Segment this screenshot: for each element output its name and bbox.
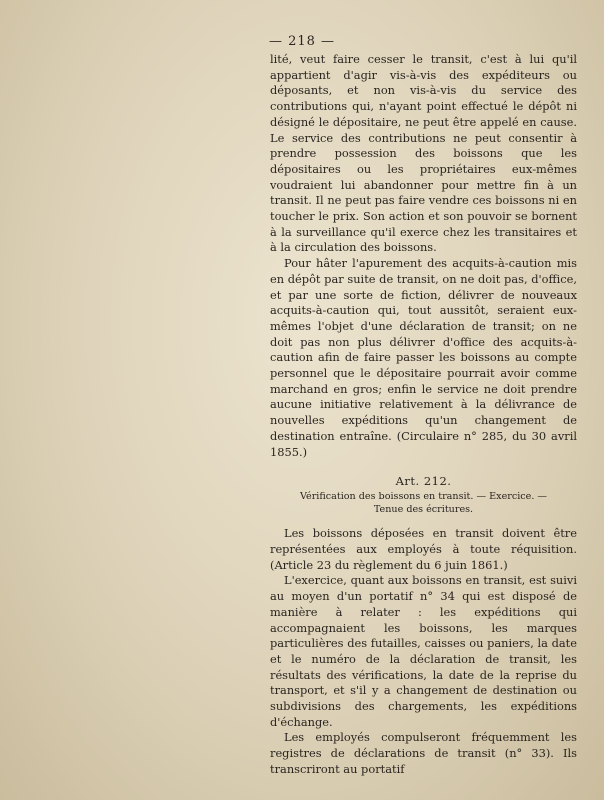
paragraph-representation: Les boissons déposées en transit doivent être représentées aux employés à toute réquisition. (Article 23 du règlement du 6 juin 1861.) <box>270 526 577 572</box>
article-subheading-line1: Vérification des boissons en transit. — Exercice. — <box>299 491 548 503</box>
text-column <box>270 52 577 778</box>
article-subheading <box>270 490 577 516</box>
paragraph-exercice: L'exercice, quant aux boissons en transit, est suivi au moyen d'un portatif n° 34 qui est disposé de manière à relater : les expéditions qui accompagnaient les boissons, les marques particulières des futailles, caisses ou paniers, la date et le numéro de la déclaration de transit, les résultats des vérifications, la date de la reprise du transport, et s'il y a changement de destination ou subdivisions des chargements, les expéditions d'échange. <box>270 573 577 729</box>
article-heading: Art. 212. <box>395 474 452 489</box>
paragraph-registres: Les employés compulseront fréquemment les registres de déclarations de transit (n° 33). Ils transcriront au portatif <box>270 730 577 776</box>
paragraph-apurement: Pour hâter l'apurement des acquits-à-caution mis en dépôt par suite de transit, on ne doit pas, d'office, et par une sorte de fiction, délivrer de nouveaux acquits-à-caution qui, tout aussitôt, seraient eux-mêmes l'objet d'une déclaration de transit; on ne doit pas non plus délivrer d'office des acquits-à-caution afin de faire passer les boissons au compte personnel que le dépositaire pourrait avoir comme marchand en gros; enfin le service ne doit prendre aucune initiative relativement à la délivrance de nouvelles expéditions qu'un changement de destination entraîne. (Circulaire n° 285, du 30 avril 1855.) <box>270 256 577 459</box>
paragraph-continuation: lité, veut faire cesser le transit, c'est à lui qu'il appartient d'agir vis-à-vis des expéditeurs ou déposants, et non vis-à-vis du service des contributions qui, n'ayant point effectué le dépôt ni désigné le dépositaire, ne peut être appelé en cause. Le service des contributions ne peut consentir à prendre possession des boissons que les dépositaires ou les propriétaires eux-mêmes voudraient lui abandonner pour mettre fin à un transit. Il ne peut pas faire vendre ces boissons ni en toucher le prix. Son action et son pouvoir se bornent à la surveillance qu'il exerce chez les transitaires et à la circulation des boissons. <box>270 52 577 255</box>
article-subheading-line2: Tenue des écritures. <box>373 504 474 516</box>
page-number: — 218 — <box>268 34 336 49</box>
